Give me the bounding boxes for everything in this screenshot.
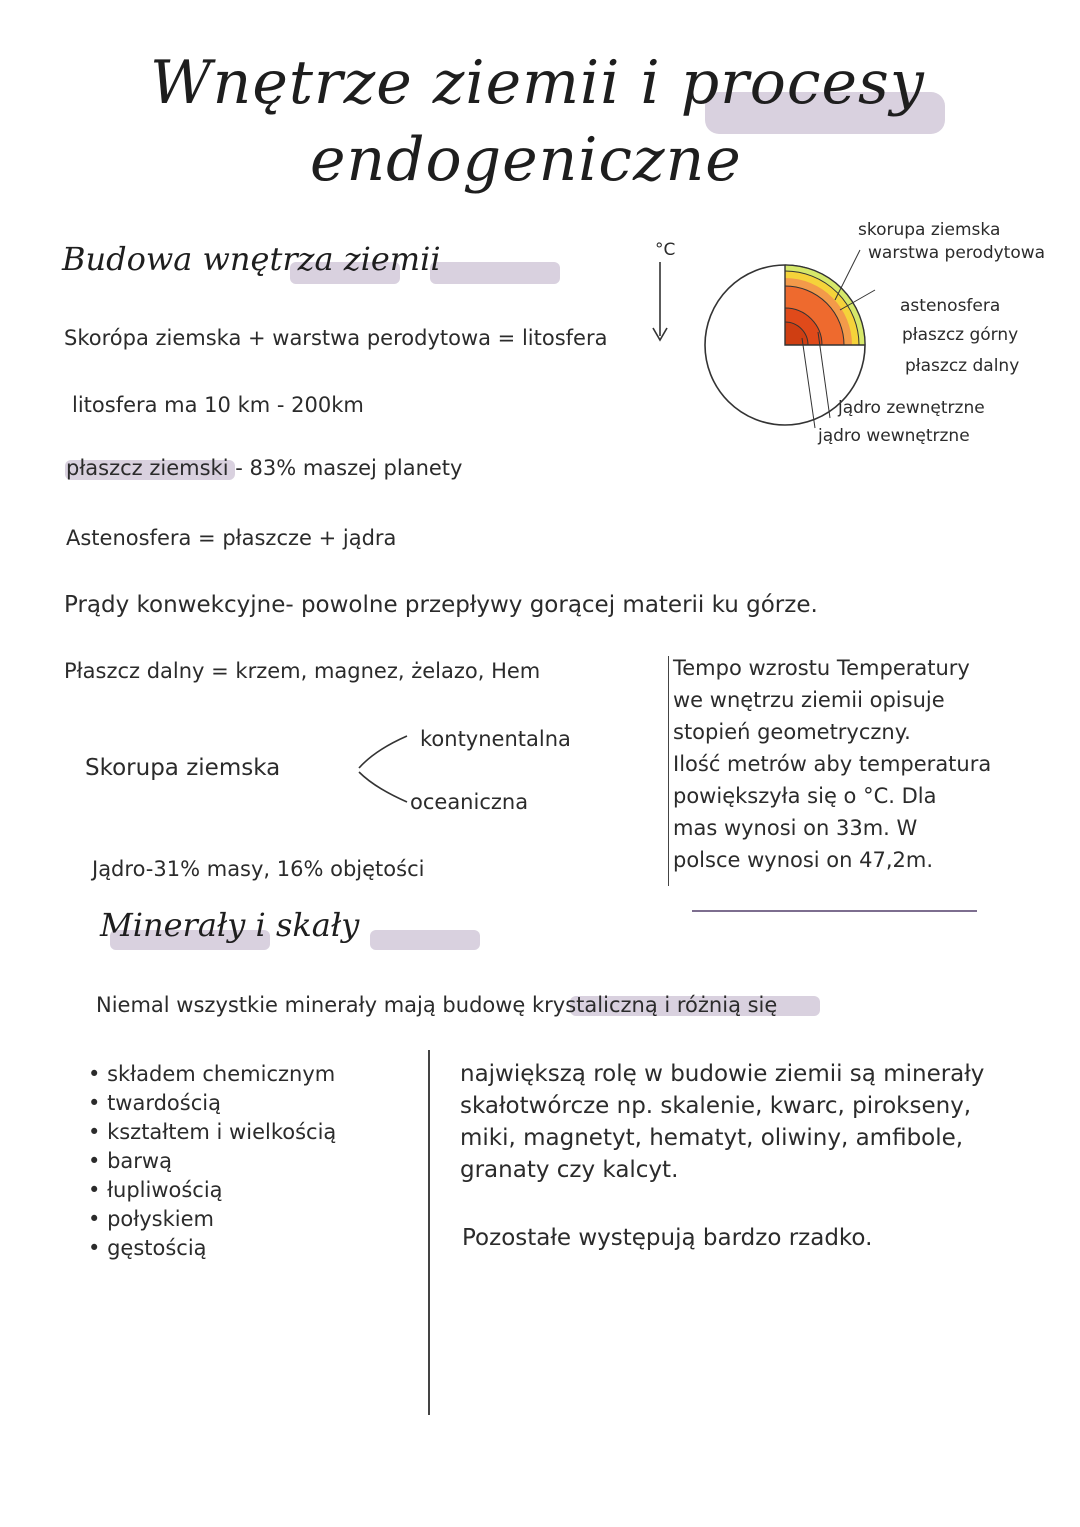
temp-note-line: Ilość metrów aby temperatura <box>673 752 992 776</box>
label-plaszcz-gorny: płaszcz górny <box>902 325 1019 345</box>
temp-note-line: polsce wynosi on 47,2m. <box>673 848 934 872</box>
core-mass: Jądro-31% masy, 16% objętości <box>92 857 425 881</box>
section1-highlight-2 <box>430 262 560 284</box>
label-astenosfera: astenosfera <box>900 296 1001 316</box>
list-item: • kształtem i wielkością <box>88 1118 336 1147</box>
section2-heading: Minerały i skały <box>100 906 360 944</box>
plaszcz-mass: płaszcz ziemski - 83% maszej planety <box>66 456 463 480</box>
section1-heading: Budowa wnętrza ziemii <box>62 240 441 278</box>
list-item: • połyskiem <box>88 1205 336 1234</box>
label-warstwa: warstwa perodytowa <box>868 243 1046 263</box>
label-jadro-zewnetrzne: jądro zewnętrzne <box>838 398 985 418</box>
temp-note-line: Tempo wzrostu Temperatury <box>673 656 970 680</box>
page-title-line1: Wnętrze ziemii i procesy <box>150 48 925 118</box>
temp-note-underline <box>692 910 977 912</box>
closing-line: Pozostałe występują bardzo rzadko. <box>462 1225 873 1251</box>
label-skorupa: skorupa ziemska <box>858 220 1001 240</box>
litosfera-thickness: litosfera ma 10 km - 200km <box>72 393 364 417</box>
temp-note-line: stopień geometryczny. <box>673 720 911 744</box>
section2-highlight-2 <box>370 930 480 950</box>
minerals-intro: Niemal wszystkie minerały mają budowę krystaliczną i różnią się <box>96 993 778 1017</box>
label-plaszcz-dalny: płaszcz dalny <box>905 356 1020 376</box>
astenosfera-definition: Astenosfera = płaszcze + jądra <box>66 526 397 550</box>
temperature-note <box>668 656 1069 886</box>
convection-currents: Prądy konwekcyjne- powolne przepływy gorącej materii ku górze. <box>64 592 818 618</box>
temp-note-line: mas wynosi on 33m. W <box>673 816 918 840</box>
temperature-label: °C <box>655 240 676 260</box>
list-item: • łupliwością <box>88 1176 336 1205</box>
temp-note-line: we wnętrzu ziemii opisuje <box>673 688 945 712</box>
temp-note-line: powiększyła się o °C. Dla <box>673 784 937 808</box>
litosfera-definition: Skorópa ziemska + warstwa perodytowa = litosfera <box>64 326 608 350</box>
list-item: • barwą <box>88 1147 336 1176</box>
crust-label: Skorupa ziemska <box>85 755 281 781</box>
list-item: • gęstością <box>88 1234 336 1263</box>
column-divider <box>428 1050 430 1415</box>
list-item: • składem chemicznym <box>88 1060 336 1089</box>
plaszcz-dalny-composition: Płaszcz dalny = krzem, magnez, żelazo, Hem <box>64 659 541 683</box>
page-title-line2: endogeniczne <box>310 125 742 195</box>
rock-forming-minerals-paragraph: największą rolę w budowie ziemii są minerały skałotwórcze np. skalenie, kwarc, pirokseny, miki, magnetyt, hematyt, oliwiny, amfibole, granaty czy kalcyt. <box>460 1061 985 1183</box>
temperature-arrow <box>648 258 672 348</box>
mineral-properties-list <box>88 1060 336 1263</box>
crust-oceanic: oceaniczna <box>410 790 529 814</box>
crust-continental: kontynentalna <box>420 727 571 751</box>
list-item: • twardością <box>88 1089 336 1118</box>
label-jadro-wewnetrzne: jądro wewnętrzne <box>818 426 970 446</box>
crust-branch-lines <box>355 728 415 808</box>
